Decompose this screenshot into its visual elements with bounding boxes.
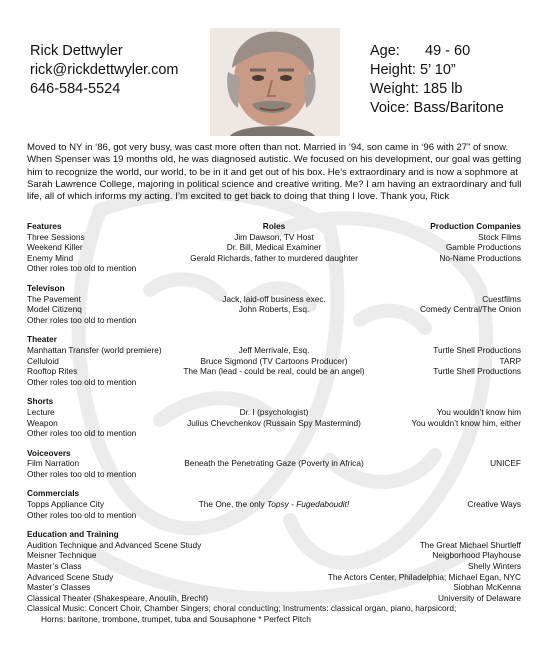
credit-company: You wouldn’t know him, either [411,417,521,428]
credit-title: Manhattan Transfer (world premiere) [27,344,162,355]
other-roles-note: Other roles too old to mention [27,314,137,325]
phone-number: 646-584-5524 [30,81,121,97]
other-roles-note: Other roles too old to mention [27,468,137,479]
age-label: Age: [370,43,400,59]
credit-role-prefix: The One, the only [198,499,267,510]
music-training-line: Classical Music: Concert Choir, Chamber Singers; choral conducting; Instruments: classical organ, piano, harpsicord; [27,603,457,614]
education-row [27,572,521,583]
voice-value: Bass/Baritone [413,100,504,116]
credit-title: Film Narration [27,458,80,469]
credit-row [27,304,521,315]
credit-row [27,418,521,429]
bio-paragraph: Moved to NY in ‘86, got very busy, was cast more often than not. Married in ‘94, son came in ‘96 with 27” of snow. When Spenser was 19 months old, he was diagnosed autistic. We focused on his development, our goal was getting him to recognize the world, our world, to be in it and get out of his box. He’s extraordinary and is now a sophmore at Sarah Lawrence College, majoring in political science and creative writing. Me? I am having an extraordinary and full life, all of which informs my acting. I’m excited to get back to doing that thing I love. Thank you, Rick [27,142,522,203]
credit-row [27,294,521,305]
credit-row [27,458,521,469]
headshot-image [210,28,340,136]
credit-title: Lecture [27,406,55,417]
education-row [27,593,521,604]
credit-title: The Pavement [27,293,81,304]
course-name: Master’s Class [27,561,82,572]
course-teacher: Shelly Winters [467,561,521,572]
credit-company: UNICEF [490,458,521,469]
age-row [370,42,504,61]
section-heading-television: Televison [27,282,65,293]
credit-company: Comedy Central/The Onion [420,304,521,315]
contact-block [30,42,178,99]
stats-block [370,42,504,118]
height-row [370,61,504,80]
course-teacher: The Actors Center, Philadelphia; Michael Egan, NYC [327,571,521,582]
credit-row [27,499,521,510]
voice-label: Voice: [370,100,410,116]
credit-company: No-Name Productions [439,252,521,263]
voice-row [370,99,504,118]
credit-role: Jack, laid-off business exec. [222,293,326,304]
credit-company: Turtle Shell Productions [433,366,521,377]
email-address: rick@rickdettwyler.com [30,62,179,78]
credit-row [27,253,521,264]
header-production-companies: Production Companies [430,221,521,231]
education-row [27,582,521,593]
other-roles-note: Other roles too old to mention [27,428,137,439]
credit-title: Weapon [27,417,58,428]
credit-company: Gamble Productions [445,242,521,253]
education-row [27,540,521,551]
credit-title: Rooftop Rites [27,366,78,377]
credit-row [27,407,521,418]
credit-row [27,232,521,243]
credit-role: Bruce Sigmond (TV Cartoons Producer) [200,355,348,366]
credit-company: Stock Films [478,231,521,242]
credit-row [27,356,521,367]
section-heading-commercials: Commercials [27,488,80,499]
credits-section [27,221,521,625]
actor-name: Rick Dettwyler [30,43,123,59]
credit-role: Julius Chevchenkov (Russain Spy Mastermind) [187,417,361,428]
course-name: Master’s Classes [27,582,91,593]
credit-row [27,345,521,356]
credit-title: Celluloid [27,355,59,366]
course-name: Advanced Scene Study [27,571,114,582]
column-headers [27,221,521,232]
weight-row [370,80,504,99]
credit-company: Creative Ways [467,499,521,510]
other-roles-note: Other roles too old to mention [27,263,137,274]
course-teacher: Neigborhood Playhouse [432,550,521,561]
course-name: Meisner Technique [27,550,97,561]
credit-title: Three Sessions [27,231,85,242]
credit-role: Dr. I (psychologist) [239,406,309,417]
music-training-line-continued: Horns: baritone, trombone, trumpet, tuba and Sousaphone * Perfect Pitch [41,614,311,624]
credit-title: Weekend Killer [27,242,83,253]
credit-row [27,242,521,253]
course-teacher: Siobhan McKenna [453,582,521,593]
credit-role: Gerald Richards, father to murdered daughter [190,252,358,263]
headshot-photo [210,28,340,136]
weight-label: Weight: [370,81,419,97]
course-teacher: The Great Michael Shurtleff [419,539,521,550]
credit-role [27,499,521,510]
credit-title: Enemy Mind [27,252,74,263]
course-teacher: University of Delaware [438,592,521,603]
section-heading-education: Education and Training [27,529,119,540]
credit-role: Jeff Merrivale, Esq. [238,344,310,355]
credit-title: Topps Appliance City [27,499,105,510]
height-value: 5’ 10” [419,62,456,78]
credit-company: Turtle Shell Productions [433,344,521,355]
credit-company: Cuestfilms [482,293,521,304]
credit-title: Model Citizenq [27,304,82,315]
section-heading-theater: Theater [27,334,57,345]
section-heading-voiceovers: Voiceovers [27,447,71,458]
education-row [27,550,521,561]
credit-role: Jim Dawson, TV Host [234,231,314,242]
other-roles-note: Other roles too old to mention [27,376,137,387]
credit-company: You wouldn’t know him [436,406,521,417]
weight-value: 185 lb [422,81,463,97]
header-roles: Roles [262,221,286,231]
header-features: Features [27,221,62,231]
credit-role: John Roberts, Esq. [238,304,310,315]
course-name: Classical Theater (Shakespeare, Anoulih, Brecht) [27,592,209,603]
credit-role: Dr. Bill, Medical Examiner [226,242,322,253]
credit-role: Beneath the Penetrating Gaze (Poverty in Africa) [184,458,364,469]
age-value: 49 - 60 [425,43,471,59]
credit-company: TARP [499,355,521,366]
section-heading-shorts: Shorts [27,396,54,407]
credit-row [27,366,521,377]
credit-role: The Man (lead - could be real, could be an angel) [183,366,365,377]
course-name: Audition Technique and Advanced Scene Study [27,539,202,550]
education-row [27,561,521,572]
other-roles-note: Other roles too old to mention [27,509,137,520]
credit-role-italic: Topsy - Fugedaboudit! [267,499,350,510]
height-label: Height: [370,62,416,78]
